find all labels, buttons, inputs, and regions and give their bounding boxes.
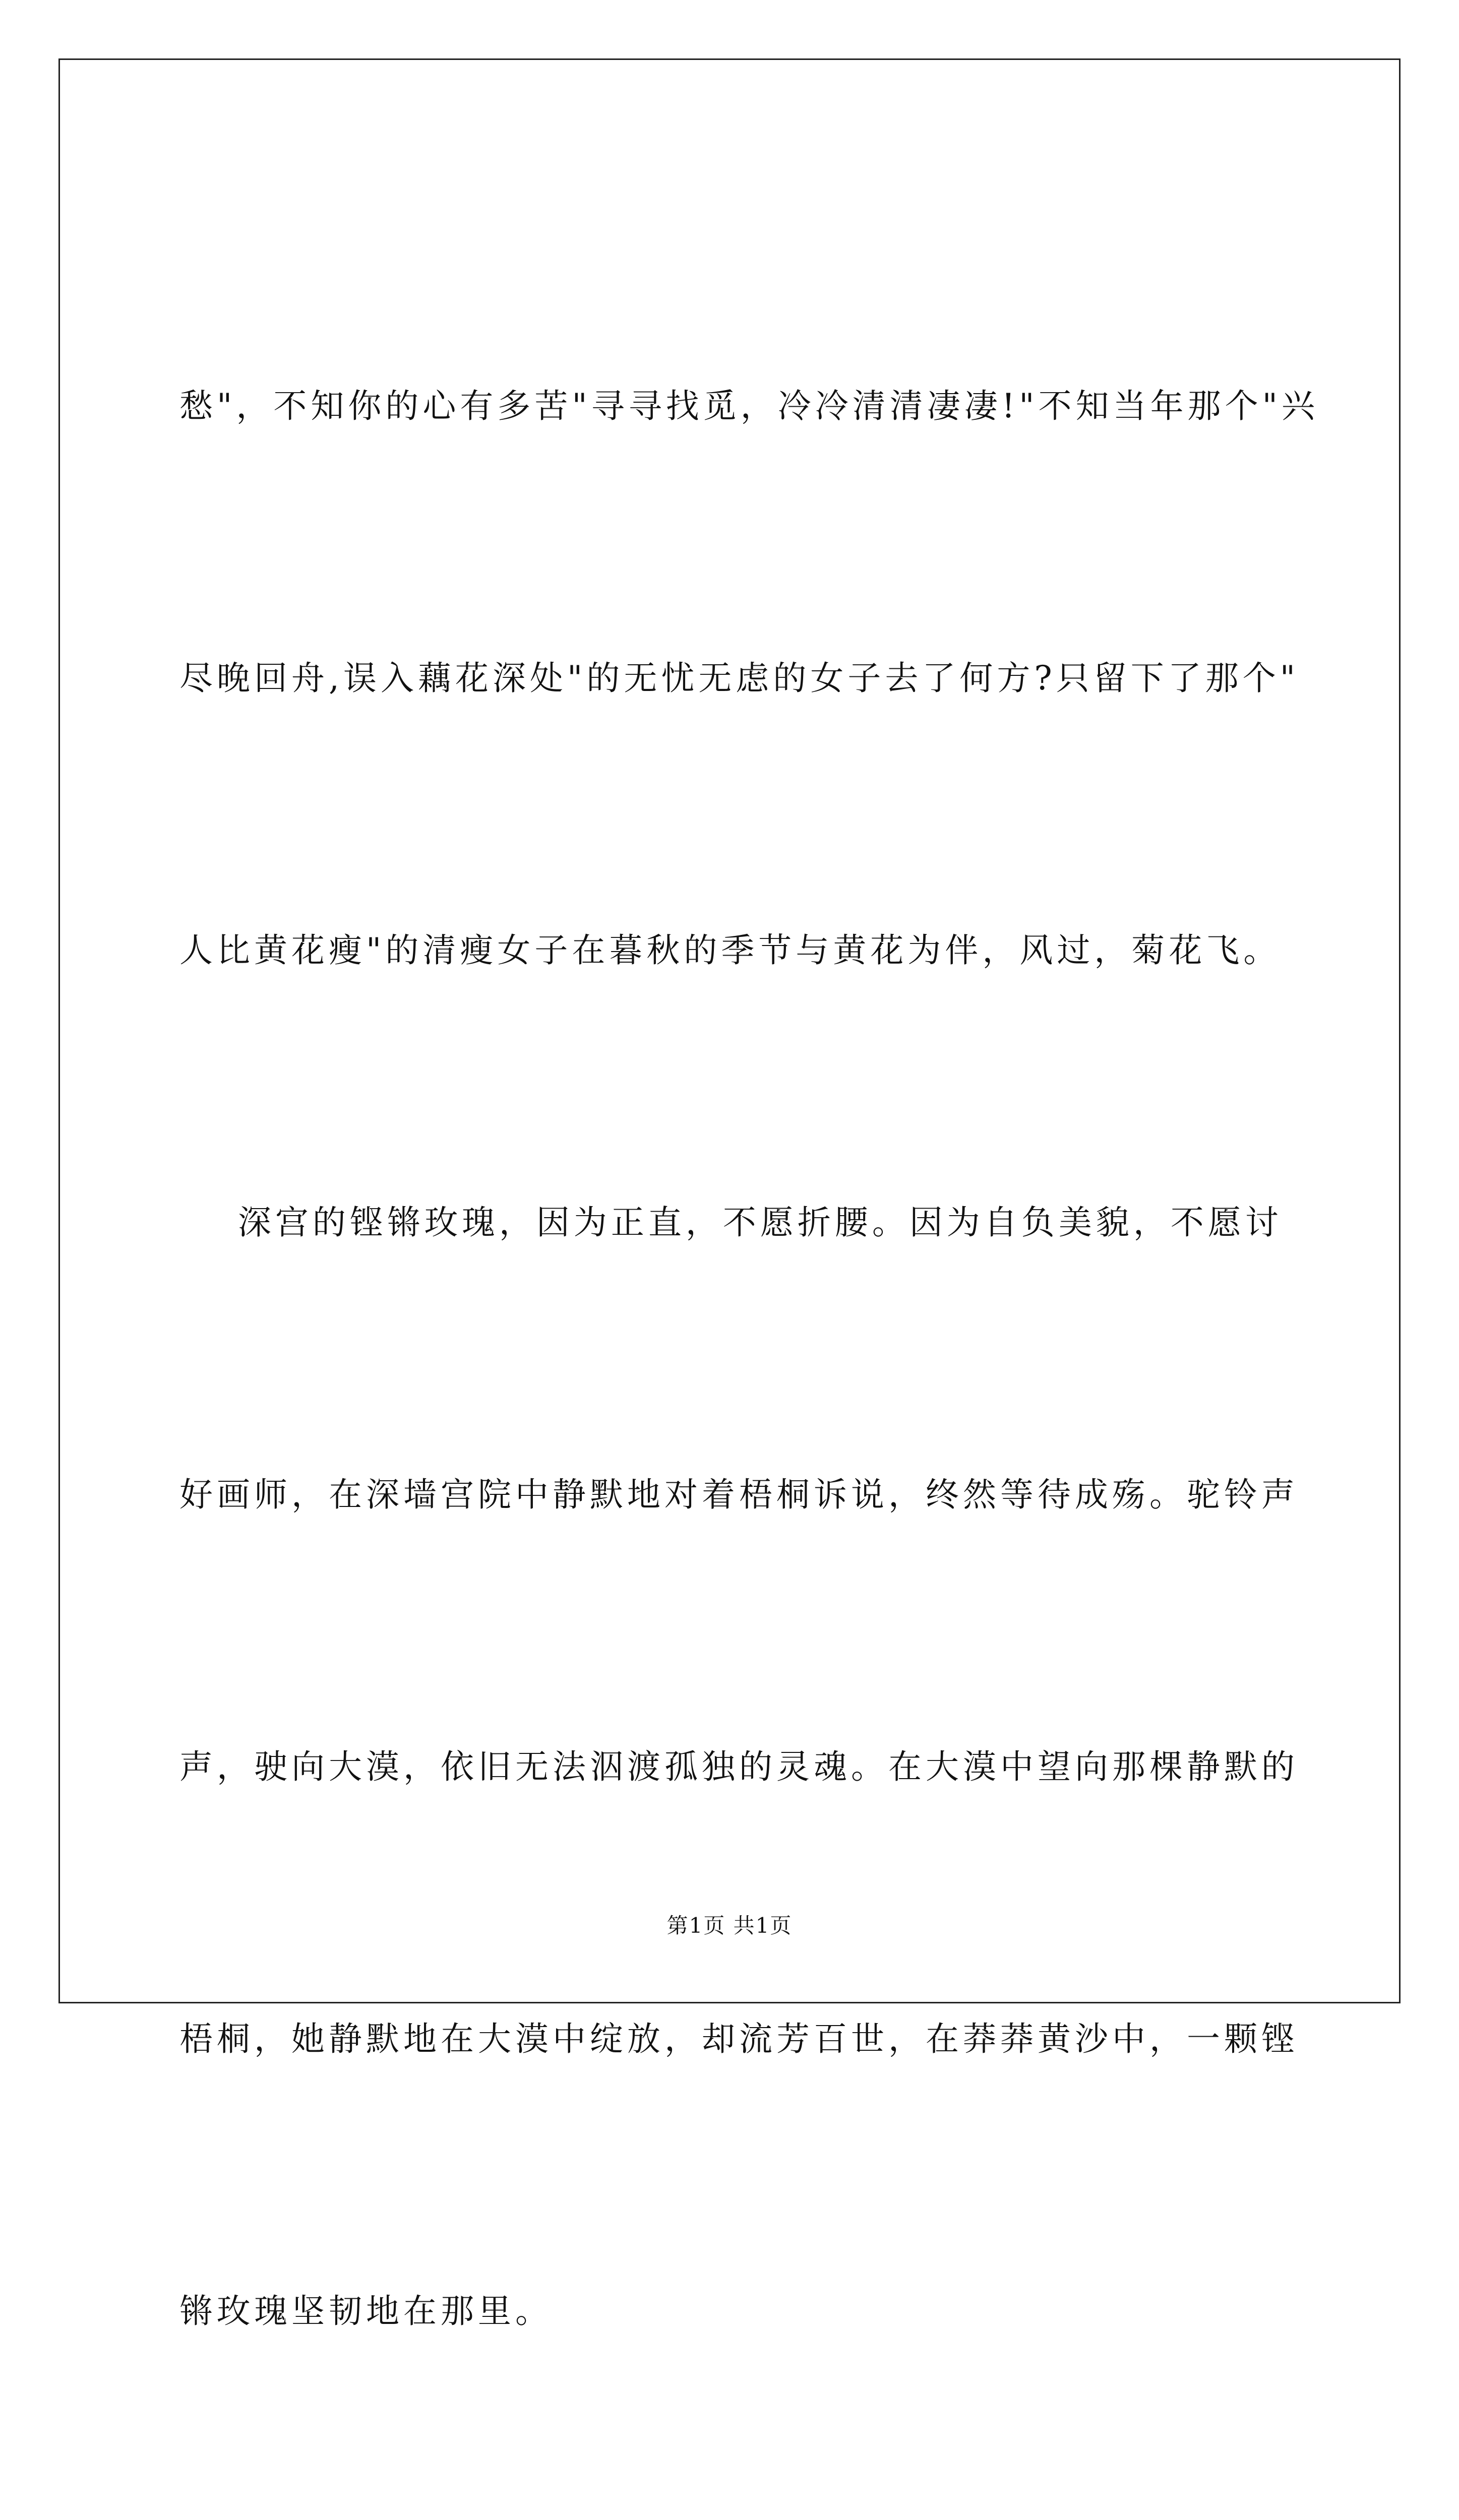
text-line: 梧桐，她静默地在大漠中绽放，却流芳百世，在莽莽黄沙中，一颗铿 — [179, 2020, 1299, 2058]
document-body — [179, 179, 1319, 2520]
text-line: 深宫的铿锵玫瑰，因为正直，不愿折腰。因为自负美貌，不愿讨 — [179, 1203, 1283, 1242]
text-line: 人比黄花瘦"的清瘦女子在暮秋的季节与黄花为伴，风过，菊花飞。 — [179, 931, 1281, 970]
page-footer: 第1页 共1页 — [666, 1913, 793, 1938]
text-line: 声，驶向大漠，依旧无法泅渡孤独的灵魂。在大漠中望向那棵静默的 — [179, 1747, 1299, 1786]
text-line: 好画师，在深墙宫院中静默地对着梧桐诉说，终然等待成殇。驼铃声 — [179, 1475, 1299, 1514]
text-line: 尽晚回舟,误入藕花深处"的无忧无虑的女子去了何方?只留下了那个" — [179, 659, 1300, 698]
text-line: 愁"，不知你的心有多苦"寻寻找觅，冷冷清清凄凄!"不知当年那个"兴 — [179, 387, 1319, 425]
text-line: 锵玫瑰坚韧地在那里。 — [179, 2292, 553, 2330]
